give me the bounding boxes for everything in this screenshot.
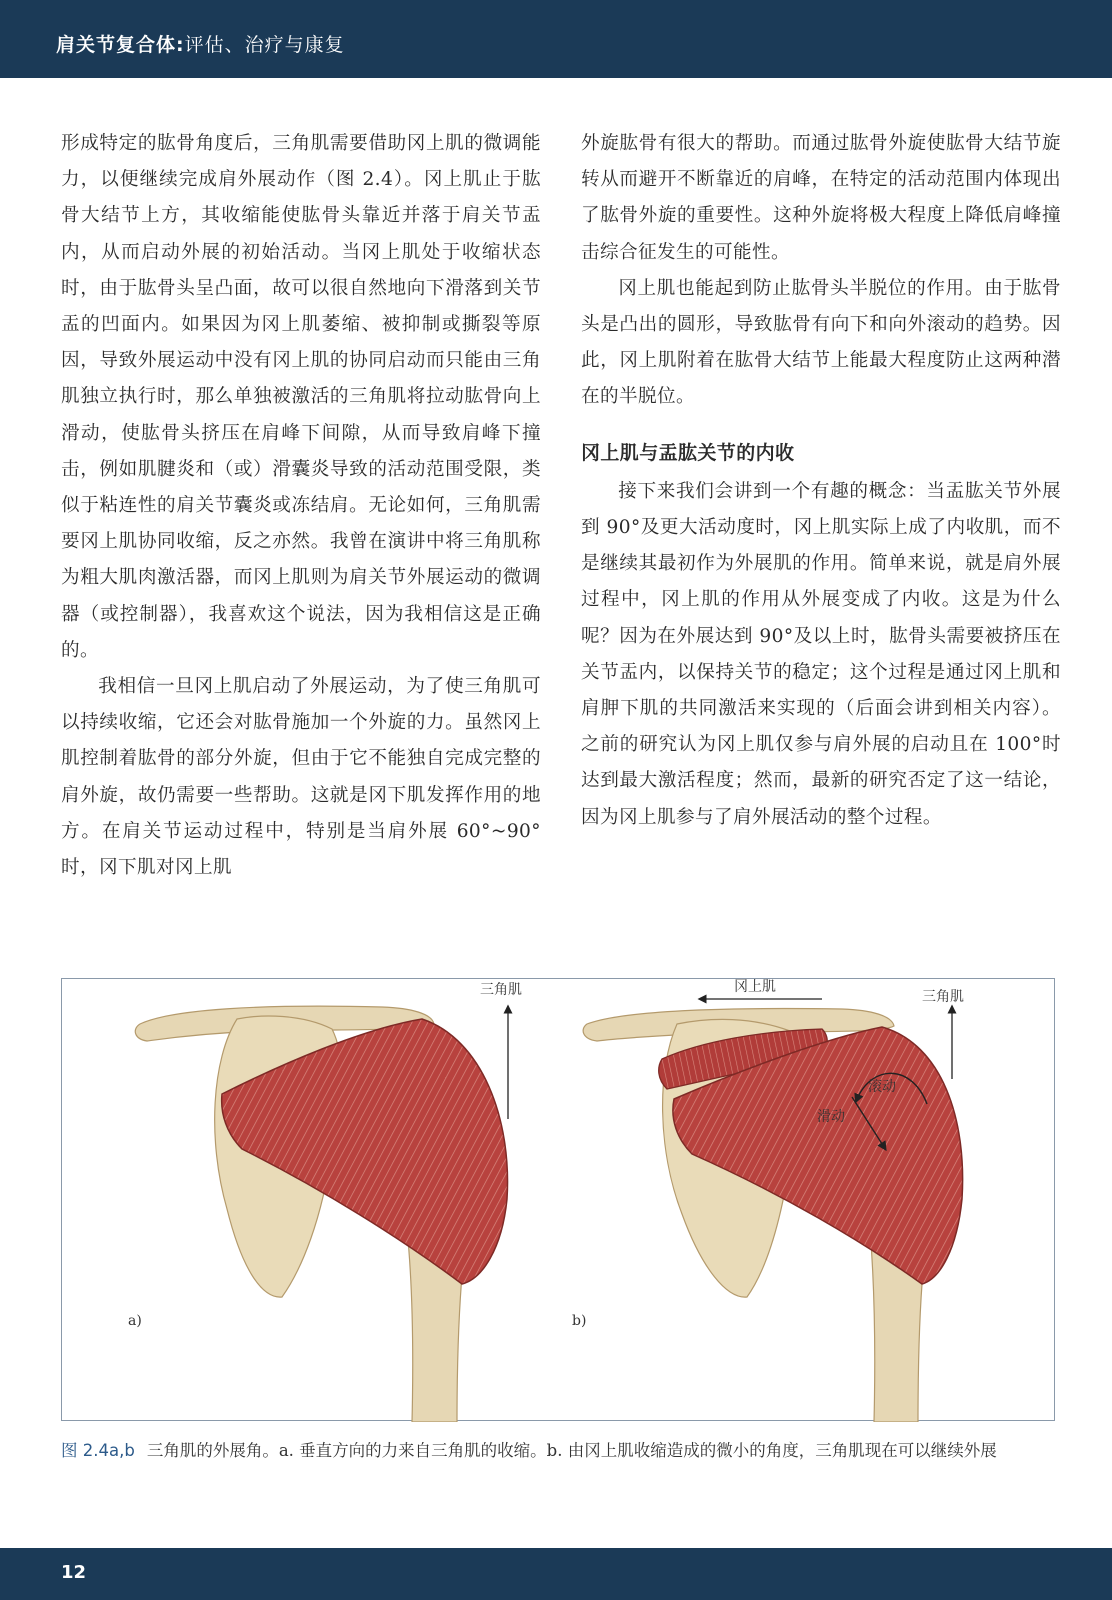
panel-a-label: a)	[128, 1313, 142, 1329]
right-paragraph-2: 冈上肌也能起到防止肱骨头半脱位的作用。由于肱骨头是凸出的圆形，导致肱骨有向下和向外滚动的趋势。因此，冈上肌附着在肱骨大结节上能最大程度防止这两种潜在的半脱位。	[581, 277, 1061, 408]
right-column	[581, 126, 1061, 836]
section-heading: 冈上肌与盂肱关节的内收	[581, 441, 795, 464]
left-paragraph-2: 我相信一旦冈上肌启动了外展运动，为了使三角肌可以持续收缩，它还会对肱骨施加一个外旋的力。虽然冈上肌控制着肱骨的部分外旋，但由于它不能独自完成完整的肩外旋，故仍需要一些帮助。这就是冈下肌发挥作用的地方。在肩关节运动过程中，特别是当肩外展 60°~90°时，冈下肌对冈上肌	[61, 676, 541, 879]
panel-b	[572, 979, 964, 1422]
roll-label-b: 滚动	[868, 1079, 896, 1095]
panel-b-label: b)	[572, 1313, 587, 1329]
book-title	[56, 30, 345, 57]
caption-number: 图 2.4a,b	[61, 1441, 135, 1460]
slide-label-b: 滑动	[817, 1109, 845, 1125]
left-column	[61, 126, 541, 886]
shoulder-illustration	[62, 979, 1056, 1422]
figure-2-4	[61, 978, 1055, 1421]
panel-a	[128, 982, 522, 1422]
deltoid-arrow-label-b: 三角肌	[922, 989, 964, 1005]
figure-caption	[61, 1436, 1059, 1466]
page-number: 12	[61, 1562, 87, 1583]
book-title-sub: 评估、治疗与康复	[184, 34, 345, 56]
left-paragraph-1: 形成特定的肱骨角度后，三角肌需要借助冈上肌的微调能力，以便继续完成肩外展动作（图 2.4）。冈上肌止于肱骨大结节上方，其收缩能使肱骨头靠近并落于肩关节盂内，从而启动外展的初始活动。当冈上肌处于收缩状态时，由于肱骨头呈凸面，故可以很自然地向下滑落到关节盂的凹面内。如果因为冈上肌萎缩、被抑制或撕裂等原因，导致外展运动中没有冈上肌的协同启动而只能由三角肌独立执行时，那么单独被激活的三角肌将拉动肱骨向上滑动，使肱骨头挤压在肩峰下间隙，从而导致肩峰下撞击，例如肌腱炎和（或）滑囊炎导致的活动范围受限，类似于粘连性的肩关节囊炎或冻结肩。无论如何，三角肌需要冈上肌协同收缩，反之亦然。我曾在演讲中将三角肌称为粗大肌肉激活器，而冈上肌则为肩关节外展运动的微调器（或控制器），我喜欢这个说法，因为我相信这是正确的。	[61, 133, 541, 661]
deltoid-arrow-label-a: 三角肌	[480, 982, 522, 998]
right-paragraph-1: 外旋肱骨有很大的帮助。而通过肱骨外旋使肱骨大结节旋转从而避开不断靠近的肩峰，在特定的活动范围内体现出了肱骨外旋的重要性。这种外旋将极大程度上降低肩峰撞击综合征发生的可能性。	[581, 133, 1061, 263]
page-header	[0, 0, 1112, 78]
page-footer	[0, 1548, 1112, 1600]
caption-text: 三角肌的外展角。a. 垂直方向的力来自三角肌的收缩。b. 由冈上肌收缩造成的微小的角度，三角肌现在可以继续外展	[146, 1441, 997, 1460]
supraspinatus-arrow-label-b: 冈上肌	[734, 979, 776, 995]
right-paragraph-3: 接下来我们会讲到一个有趣的概念：当盂肱关节外展到 90°及更大活动度时，冈上肌实际上成了内收肌，而不是继续其最初作为外展肌的作用。简单来说，就是肩外展过程中，冈上肌的作用从外展变成了内收。这是为什么呢？因为在外展达到 90°及以上时，肱骨头需要被挤压在关节盂内，以保持关节的稳定；这个过程是通过冈上肌和肩胛下肌的共同激活来实现的（后面会讲到相关内容）。之前的研究认为冈上肌仅参与肩外展的启动且在 100°时达到最大激活程度；然而，最新的研究否定了这一结论，因为冈上肌参与了肩外展活动的整个过程。	[581, 480, 1061, 828]
book-title-main: 肩关节复合体:	[56, 34, 185, 56]
